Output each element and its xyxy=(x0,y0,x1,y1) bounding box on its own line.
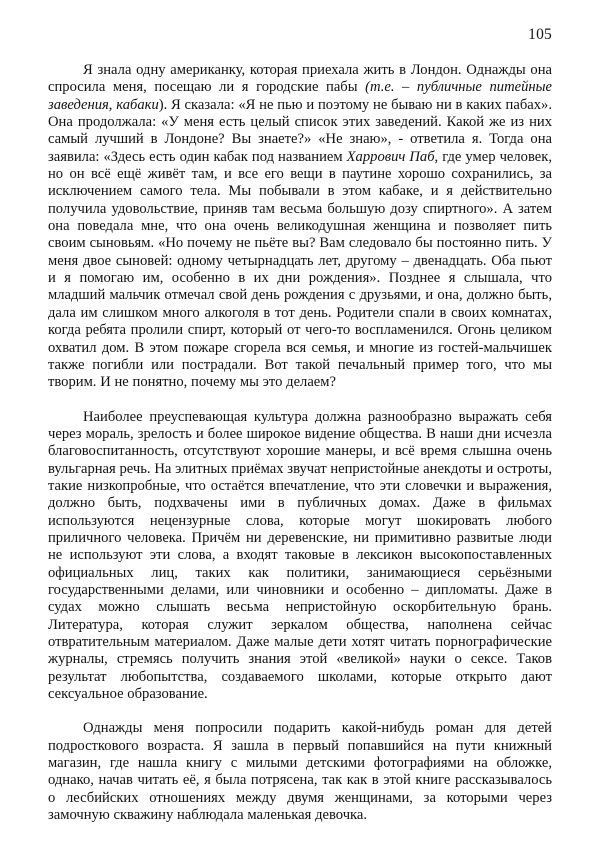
text-run: Я знала одну американку, которая приехала жить в Лондон. Однажды она спросила меня, посещаю ли я городские пабы xyxy=(48,62,552,96)
text-run: Однажды меня попросили подарить какой-нибудь роман для детей подросткового возраста. Я зашла в первый попавшийся на пути книжный магазин, где нашла книгу с милыми детскими фотографиями на обложке, однако, начав читать её, я была потрясена, так как в этой книге рассказывалось о лесбийских отношениях между двумя женщинами, за которыми через замочную скважину наблюдала маленькая девочка. xyxy=(48,720,552,824)
paragraph xyxy=(48,62,552,392)
italic-run: (т.е. – публичные питейные заведения, кабаки xyxy=(48,79,552,113)
italic-run: Харрович Паб xyxy=(346,148,435,165)
paragraph xyxy=(48,720,552,824)
text-run: , где умер человек, но он всё ещё живёт там, и все его вещи в паутине хорошо сохранились, за исключением самого тела. Мы побывали в этом кабаке, и я действительно получила удовольствие, приняв там весьма большую дозу спиртного». А затем она поведала мне, что она очень великодушная женщина и позволяет пить своим сыновьям. «Но почему не пьёте вы? Вам следовало бы постоянно пить. У меня двое сыновей: одному четырнадцать лет, другому – двенадцать. Оба пьют и я помогаю им, особенно в их дни рождения». Позднее я слышала, что младший мальчик отмечал свой день рождения с друзьями, и она, должно быть, дала им слишком много алкоголя в тот день. Родители спали в своих комнатах, когда ребята пролили спирт, который от чего-то воспламенился. Огонь целиком охватил дом. В этом пожаре сгорела вся семья, и многие из гостей-мальчишек также погибли или пострадали. Вот такой печальный пример того, что мы творим. И не понятно, почему мы это делаем? xyxy=(48,148,552,391)
paragraph xyxy=(48,409,552,704)
text-run: Наиболее преуспевающая культура должна разнообразно выражать себя через мораль, зрелость и более широкое видение общества. В наши дни исчезла благовоспитанность, отсутствуют хорошие манеры, и всё время слышна очень вульгарная речь. На элитных приёмах звучат непристойные анекдоты и остроты, такие низкопробные, что остаётся впечатление, что эти словечки и выражения, должно быть, подхвачены ими в публичных домах. Даже в фильмах используются нецензурные слова, которые могут шокировать любого приличного человека. Причём ни деревенские, ни примитивно развитые люди не используют эти слова, а входят таковые в лексикон высокопоставленных официальных лиц, таких как политики, занимающиеся серьёзными государственными делами, или чиновники и особенно – дипломаты. Даже в судах можно слышать весьма непристойную оскорбительную брань. Литература, которая служит зеркалом общества, наполнена сейчас отвратительным материалом. Даже малые дети хотят читать порнографические журналы, стремясь получить знания этой «великой» науки о сексе. Таков результат любопытства, создаваемого школами, которые открыто дают сексуальное образование. xyxy=(48,408,552,703)
page-body-text xyxy=(48,62,552,824)
text-run: ). Я сказала: «Я не пью и поэтому не бываю ни в каких пабах». Она продолжала: «У меня есть целый список этих заведений. Какой же из них самый лучший в Лондоне? Вы знаете?» «Не знаю», - ответила я. Тогда она заявила: «Здесь есть один кабак под названием xyxy=(48,96,552,165)
page-number: 105 xyxy=(528,26,552,43)
